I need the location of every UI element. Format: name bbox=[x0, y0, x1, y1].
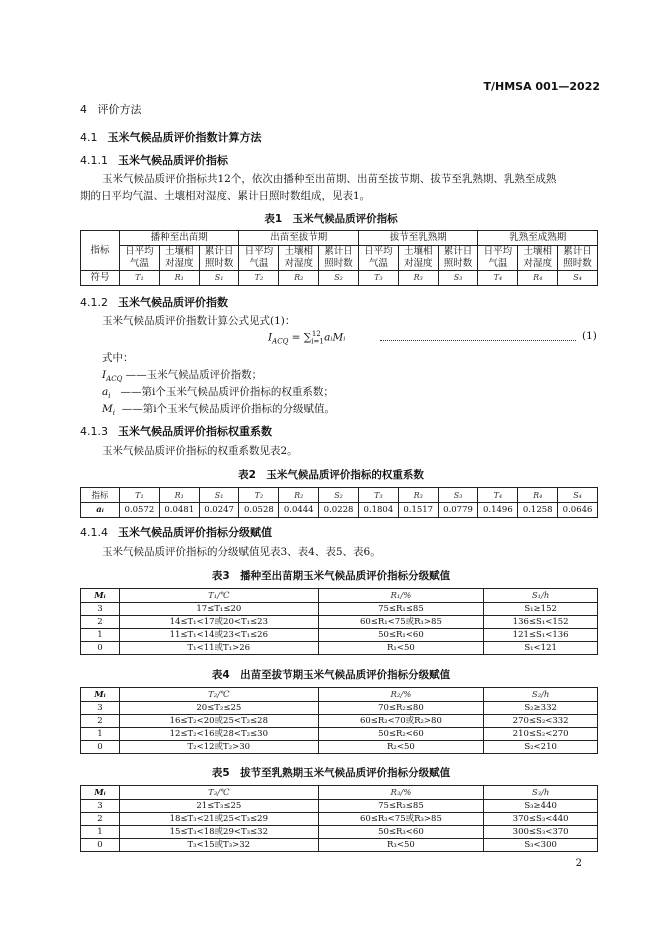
paragraph-line: 玉米气候品质评价指标共12个，依次由播种至出苗期、出苗至拔节期、拔节至乳熟期、乳熟至成熟 bbox=[102, 173, 557, 185]
table-cell: 60≤R₂<70或R₂>80 bbox=[318, 715, 484, 728]
table2-weight: 0.0481 bbox=[159, 503, 199, 518]
table-cell: 50≤R₁<60 bbox=[318, 629, 484, 642]
table-cell: 1 bbox=[81, 629, 120, 642]
section-title: 评价方法 bbox=[97, 103, 142, 116]
table-cell: 70≤R₂≤80 bbox=[318, 702, 484, 715]
table-cell: 0 bbox=[81, 741, 120, 754]
table-row bbox=[81, 728, 598, 741]
page-number: 2 bbox=[575, 858, 582, 869]
table-row bbox=[81, 741, 598, 754]
table-cell: 17≤T₁≤20 bbox=[120, 603, 319, 616]
table1-symbol: T₂ bbox=[239, 271, 279, 286]
section-number: 4.1.1 bbox=[80, 154, 108, 167]
formula-number: (1) bbox=[582, 330, 597, 342]
table-row bbox=[81, 715, 598, 728]
table-cell: S₂≥332 bbox=[484, 702, 598, 715]
table-cell: 15≤T₃<18或29<T₃≤32 bbox=[120, 826, 319, 839]
paragraph: 玉米气候品质评价指数计算公式见式(1)： bbox=[102, 315, 296, 327]
table1-indicator: 累计日 照时数 bbox=[199, 246, 239, 271]
table1-symbol: R₂ bbox=[279, 271, 319, 286]
table-cell: 0 bbox=[81, 642, 120, 655]
table1-indicator: 土壤相 对湿度 bbox=[398, 246, 438, 271]
table4-caption: 表4 出苗至拔节期玉米气候品质评价指标分级赋值 bbox=[211, 669, 451, 681]
table-cell: 21≤T₃≤25 bbox=[120, 800, 319, 813]
table-cell: 2 bbox=[81, 616, 120, 629]
table-header: R₃/% bbox=[318, 786, 484, 800]
table3 bbox=[80, 588, 598, 655]
table-cell: 136≤S₁<152 bbox=[484, 616, 598, 629]
table-cell: 60≤R₃<75或R₃>85 bbox=[318, 813, 484, 826]
section-4-1-2-heading bbox=[80, 294, 228, 310]
section-title: 玉米气候品质评价指数 bbox=[118, 296, 228, 309]
table1-indicator: 累计日 照时数 bbox=[438, 246, 478, 271]
table-row bbox=[81, 839, 598, 852]
table1-symbol: R₁ bbox=[159, 271, 199, 286]
table-cell: R₁<50 bbox=[318, 642, 484, 655]
table2-weight: 0.1517 bbox=[398, 503, 438, 518]
table2-weight: 0.1804 bbox=[358, 503, 398, 518]
definition: $M_i$ ——第i个玉米气候品质评价指标的分级赋值。 bbox=[102, 403, 336, 418]
table-header: Mᵢ bbox=[81, 589, 120, 603]
table2-weight: 0.0779 bbox=[438, 503, 478, 518]
table2-weight: 0.0528 bbox=[239, 503, 279, 518]
table-header: R₂/% bbox=[318, 688, 484, 702]
table-cell: R₃<50 bbox=[318, 839, 484, 852]
table1-symbol: R₄ bbox=[518, 271, 558, 286]
standard-number: T/HMSA 001—2022 bbox=[483, 80, 600, 93]
table2-symbol: S₂ bbox=[319, 488, 359, 503]
table-cell: 75≤R₁≤85 bbox=[318, 603, 484, 616]
table2-symbol: T₃ bbox=[358, 488, 398, 503]
section-number: 4 bbox=[80, 103, 87, 116]
table2-symbol: S₁ bbox=[199, 488, 239, 503]
table2-row-label: aᵢ bbox=[81, 503, 120, 518]
table2-weight: 0.0572 bbox=[120, 503, 160, 518]
table3-caption: 表3 播种至出苗期玉米气候品质评价指标分级赋值 bbox=[211, 570, 451, 582]
table-cell: S₂<210 bbox=[484, 741, 598, 754]
table1-header: 指标 bbox=[81, 231, 120, 271]
table-cell: 210≤S₂<270 bbox=[484, 728, 598, 741]
definition: $a_i$ ——第i个玉米气候品质评价指标的权重系数； bbox=[102, 386, 334, 401]
table-cell: 1 bbox=[81, 728, 120, 741]
table-row bbox=[81, 826, 598, 839]
table-cell: 14≤T₁<17或20<T₁≤23 bbox=[120, 616, 319, 629]
table2-row-label: 指标 bbox=[81, 488, 120, 503]
table1 bbox=[80, 230, 598, 286]
table-header: S₃/h bbox=[484, 786, 598, 800]
table-header: S₂/h bbox=[484, 688, 598, 702]
formula-leader bbox=[380, 334, 576, 341]
table-cell: 2 bbox=[81, 813, 120, 826]
section-4-1-4-heading bbox=[80, 524, 272, 540]
table1-symbol: T₁ bbox=[120, 271, 160, 286]
table-cell: S₁<121 bbox=[484, 642, 598, 655]
table-cell: 18≤T₃<21或25<T₃≤29 bbox=[120, 813, 319, 826]
section-4-heading bbox=[80, 101, 142, 117]
table-cell: 370≤S₃<440 bbox=[484, 813, 598, 826]
section-4-1-1-heading bbox=[80, 152, 228, 168]
table-header: T₁/℃ bbox=[120, 589, 319, 603]
section-title: 玉米气候品质评价指数计算方法 bbox=[107, 131, 262, 144]
table-cell: 0 bbox=[81, 839, 120, 852]
table-header: T₂/℃ bbox=[120, 688, 319, 702]
table-cell: 3 bbox=[81, 702, 120, 715]
table-cell: 1 bbox=[81, 826, 120, 839]
table-cell: 121≤S₁<136 bbox=[484, 629, 598, 642]
table2-weight: 0.0228 bbox=[319, 503, 359, 518]
table-row bbox=[81, 629, 598, 642]
table-row bbox=[81, 813, 598, 826]
table1-period: 播种至出苗期 bbox=[120, 231, 239, 246]
table-cell: S₁≥152 bbox=[484, 603, 598, 616]
table1-period: 出苗至拔节期 bbox=[239, 231, 358, 246]
table-header: R₁/% bbox=[318, 589, 484, 603]
table-cell: 12≤T₂<16或28<T₂≤30 bbox=[120, 728, 319, 741]
table1-indicator: 日平均 气温 bbox=[478, 246, 518, 271]
where-label: 式中： bbox=[102, 352, 134, 364]
table-header: Mᵢ bbox=[81, 786, 120, 800]
table2 bbox=[80, 487, 598, 518]
table-cell: 50≤R₂<60 bbox=[318, 728, 484, 741]
table2-symbol: T₁ bbox=[120, 488, 160, 503]
table1-symbol: S₁ bbox=[199, 271, 239, 286]
paragraph: 玉米气候品质评价指标的分级赋值见表3、表4、表5、表6。 bbox=[102, 546, 381, 558]
table-cell: 3 bbox=[81, 800, 120, 813]
table1-symbol: S₂ bbox=[319, 271, 359, 286]
table2-symbol: R₂ bbox=[279, 488, 319, 503]
table1-period: 拔节至乳熟期 bbox=[358, 231, 477, 246]
section-4-1-3-heading bbox=[80, 423, 272, 439]
section-title: 玉米气候品质评价指标分级赋值 bbox=[118, 526, 272, 539]
table-cell: R₂<50 bbox=[318, 741, 484, 754]
table1-symbol: T₄ bbox=[478, 271, 518, 286]
table2-weight: 0.1258 bbox=[518, 503, 558, 518]
table1-symbol: S₄ bbox=[558, 271, 598, 286]
table-cell: 20≤T₂≤25 bbox=[120, 702, 319, 715]
section-number: 4.1.4 bbox=[80, 526, 108, 539]
table-cell: 3 bbox=[81, 603, 120, 616]
table2-symbol: S₃ bbox=[438, 488, 478, 503]
table1-indicator: 日平均 气温 bbox=[358, 246, 398, 271]
table1-indicator: 累计日 照时数 bbox=[558, 246, 598, 271]
section-number: 4.1 bbox=[80, 131, 98, 144]
table5-caption: 表5 拔节至乳熟期玉米气候品质评价指标分级赋值 bbox=[211, 767, 451, 779]
table1-symbol-label: 符号 bbox=[81, 271, 120, 286]
table4 bbox=[80, 687, 598, 754]
table-header: T₃/℃ bbox=[120, 786, 319, 800]
table-cell: S₃≥440 bbox=[484, 800, 598, 813]
definition: $I_{ACQ}$ ——玉米气候品质评价指数； bbox=[102, 369, 263, 384]
table2-symbol: R₁ bbox=[159, 488, 199, 503]
section-number: 4.1.3 bbox=[80, 425, 108, 438]
table1-indicator: 累计日 照时数 bbox=[319, 246, 359, 271]
table-header: Mᵢ bbox=[81, 688, 120, 702]
table2-symbol: T₂ bbox=[239, 488, 279, 503]
table-cell: 11≤T₁<14或23<T₁≤26 bbox=[120, 629, 319, 642]
table1-symbol: S₃ bbox=[438, 271, 478, 286]
table1-indicator: 土壤相 对湿度 bbox=[279, 246, 319, 271]
table2-symbol: R₄ bbox=[518, 488, 558, 503]
section-title: 玉米气候品质评价指标 bbox=[118, 154, 228, 167]
table-cell: 50≤R₃<60 bbox=[318, 826, 484, 839]
table-cell: 300≤S₃<370 bbox=[484, 826, 598, 839]
table-cell: 2 bbox=[81, 715, 120, 728]
table1-indicator: 土壤相 对湿度 bbox=[518, 246, 558, 271]
table1-indicator: 土壤相 对湿度 bbox=[159, 246, 199, 271]
table1-symbol: R₃ bbox=[398, 271, 438, 286]
table2-weight: 0.1496 bbox=[478, 503, 518, 518]
table-row bbox=[81, 702, 598, 715]
table2-symbol: T₄ bbox=[478, 488, 518, 503]
table5 bbox=[80, 785, 598, 852]
table-row bbox=[81, 603, 598, 616]
table-cell: T₃<15或T₃>32 bbox=[120, 839, 319, 852]
paragraph-line: 期的日平均气温、土壤相对湿度、累计日照时数组成，见表1。 bbox=[80, 190, 371, 202]
paragraph: 玉米气候品质评价指标的权重系数见表2。 bbox=[102, 445, 298, 457]
table-cell: T₂<12或T₂>30 bbox=[120, 741, 319, 754]
section-title: 玉米气候品质评价指标权重系数 bbox=[118, 425, 272, 438]
table-cell: 270≤S₂<332 bbox=[484, 715, 598, 728]
table-header: S₁/h bbox=[484, 589, 598, 603]
table1-symbol: T₃ bbox=[358, 271, 398, 286]
table2-weight: 0.0646 bbox=[558, 503, 598, 518]
section-number: 4.1.2 bbox=[80, 296, 108, 309]
table2-weight: 0.0444 bbox=[279, 503, 319, 518]
table2-symbol: R₃ bbox=[398, 488, 438, 503]
table-cell: S₃<300 bbox=[484, 839, 598, 852]
table2-weight: 0.0247 bbox=[199, 503, 239, 518]
table-cell: 75≤R₃≤85 bbox=[318, 800, 484, 813]
table2-symbol: S₄ bbox=[558, 488, 598, 503]
table1-indicator: 日平均 气温 bbox=[239, 246, 279, 271]
formula: $I_{ACQ} = \sum_{i=1}^{12}$ aᵢMᵢ bbox=[268, 330, 346, 346]
table-cell: 16≤T₂<20或25<T₂≤28 bbox=[120, 715, 319, 728]
table1-indicator: 日平均 气温 bbox=[120, 246, 160, 271]
table1-period: 乳熟至成熟期 bbox=[478, 231, 598, 246]
table-row bbox=[81, 616, 598, 629]
section-4-1-heading bbox=[80, 129, 262, 145]
table1-caption: 表1 玉米气候品质评价指标 bbox=[264, 213, 398, 225]
table-row bbox=[81, 800, 598, 813]
table-cell: T₁<11或T₁>26 bbox=[120, 642, 319, 655]
table-cell: 60≤R₁<75或R₁>85 bbox=[318, 616, 484, 629]
table-row bbox=[81, 642, 598, 655]
table2-caption: 表2 玉米气候品质评价指标的权重系数 bbox=[238, 469, 424, 481]
